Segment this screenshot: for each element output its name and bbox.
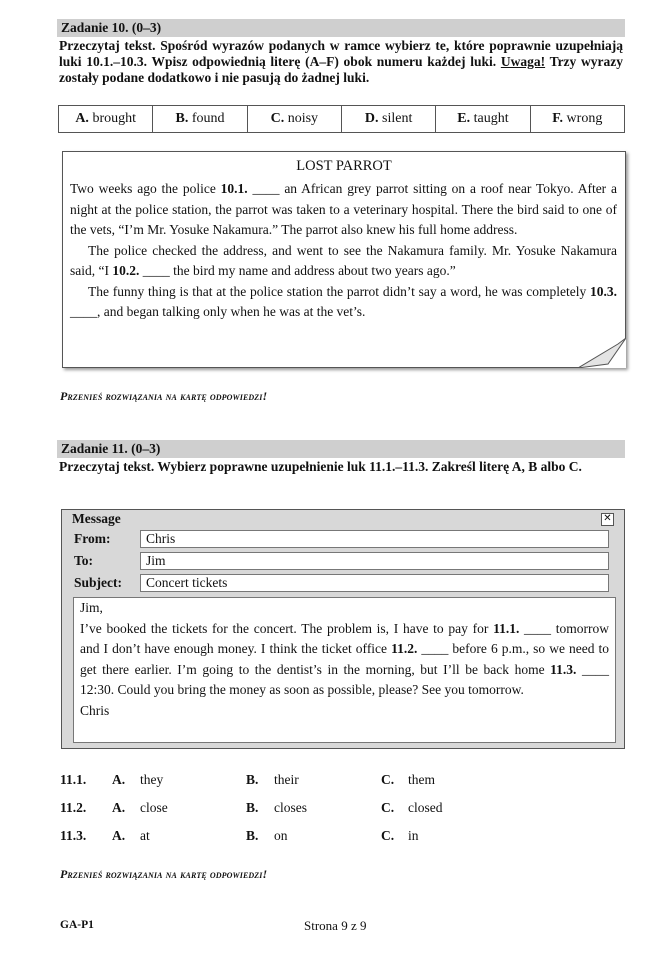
- letter-b[interactable]: B.: [246, 772, 259, 787]
- close-icon[interactable]: ✕: [601, 513, 614, 526]
- subject-label: Subject:: [74, 575, 122, 590]
- task11-header: Zadanie 11. (0–3): [57, 440, 625, 458]
- option-b-text: their: [274, 772, 299, 787]
- option-b: B. found: [153, 106, 247, 132]
- task10-header: Zadanie 10. (0–3): [57, 19, 625, 37]
- gap-11-2: 11.2.: [391, 641, 418, 656]
- gap-10-2: 10.2.: [112, 263, 140, 278]
- option-a-text: at: [140, 828, 150, 843]
- gap-10-3: 10.3.: [590, 283, 617, 299]
- option-c-text: in: [408, 828, 419, 843]
- subject-field[interactable]: Concert tickets: [140, 574, 609, 592]
- option-e: E. taught: [436, 106, 530, 132]
- gap-11-3: 11.3.: [550, 661, 577, 677]
- gap-10-1: 10.1.: [220, 181, 248, 196]
- letter-a[interactable]: A.: [112, 828, 126, 843]
- option-c: C. noisy: [248, 106, 342, 132]
- option-c-text: closed: [408, 800, 443, 815]
- page-curl-decoration: [578, 338, 626, 368]
- task11-instructions: Przeczytaj tekst. Wybierz poprawne uzupełnienie luk 11.1.–11.3. Zakreśl literę A, B albo C.: [59, 459, 582, 474]
- option-c-text: them: [408, 772, 435, 787]
- transfer-note-10: Przenieś rozwiązania na kartę odpowiedzi!: [60, 389, 268, 403]
- task10-instructions: [59, 38, 623, 86]
- story-paragraph-3: The funny thing is that at the police station the parrot didn’t say a word, he was completely 10.3. ____, and began talking only when he was at the vet’s.: [70, 283, 617, 319]
- message-greeting: Jim,: [80, 600, 103, 615]
- to-label: To:: [74, 553, 94, 568]
- to-row: [62, 552, 609, 570]
- letter-b[interactable]: B.: [246, 828, 259, 843]
- option-d: D. silent: [342, 106, 436, 132]
- story-title: LOST PARROT: [296, 158, 392, 174]
- from-field[interactable]: Chris: [140, 530, 609, 548]
- option-a-text: they: [140, 772, 164, 787]
- option-b-text: closes: [274, 800, 307, 815]
- to-field[interactable]: Jim: [140, 552, 609, 570]
- letter-a[interactable]: A.: [112, 772, 126, 787]
- option-b-text: on: [274, 828, 288, 843]
- page-number: Strona 9 z 9: [304, 918, 367, 933]
- letter-c[interactable]: C.: [381, 800, 395, 815]
- letter-c[interactable]: C.: [381, 772, 395, 787]
- answer-number: 11.1.: [60, 772, 87, 787]
- gap-11-1: 11.1.: [493, 620, 520, 636]
- letter-c[interactable]: C.: [381, 828, 395, 843]
- message-body[interactable]: [73, 597, 616, 743]
- message-window: [61, 509, 625, 749]
- word-options-box: [58, 105, 625, 133]
- message-text: I’ve booked the tickets for the concert. The problem is, I have to pay for 11.1. ____ tomorrow and I don’t have enough money. I think the ticket office 11.2. ____ before 6 p.m., so we need to get there earlier. I’m going to the dentist’s in the morning, but I’ll be back home 11.3. ____ 12:30. Could you bring the money as soon as possible, please? See you tomorrow.: [80, 620, 610, 697]
- story-paragraph-2: The police checked the address, and went to see the Nakamura family. Mr. Yosuke Nakamura said, “I 10.2. ____ the bird my name and address about two years ago.”: [70, 242, 617, 278]
- letter-a[interactable]: A.: [112, 800, 126, 815]
- story-paragraph-1: Two weeks ago the police 10.1. ____ an African grey parrot sitting on a roof near Tokyo. After a night at the police station, the parrot was taken to a veterinary hospital. There the bird said to one of the vets, “I’m Mr. Yosuke Nakamura.” The parrot also knew his full home address.: [70, 181, 617, 237]
- message-title: Message: [72, 511, 121, 526]
- answer-number: 11.3.: [60, 828, 87, 843]
- subject-row: [62, 574, 609, 592]
- transfer-note-11: Przenieś rozwiązania na kartę odpowiedzi!: [60, 867, 268, 881]
- task10-warning: Uwaga!: [500, 54, 546, 69]
- task10-instr-extra: Trzy wyrazy zostały podane dodatkowo i nie pasują do żadnej luki.: [59, 54, 624, 85]
- message-signoff: Chris: [80, 702, 110, 718]
- from-row: [62, 530, 609, 548]
- from-label: From:: [74, 531, 111, 546]
- story-box: [62, 151, 626, 368]
- option-f: F. wrong: [552, 111, 603, 126]
- letter-b[interactable]: B.: [246, 800, 259, 815]
- exam-code: GA-P1: [60, 919, 94, 931]
- answer-number: 11.2.: [60, 800, 87, 815]
- task10-instr-main: Przeczytaj tekst. Spośród wyrazów podanych w ramce wybierz te, które poprawnie uzupełniają luki 10.1.–10.3. Wpisz odpowiednią literę (A–F) obok numeru każdej luki.: [59, 38, 623, 69]
- option-a: A. brought: [59, 106, 153, 132]
- option-a-text: close: [140, 800, 168, 815]
